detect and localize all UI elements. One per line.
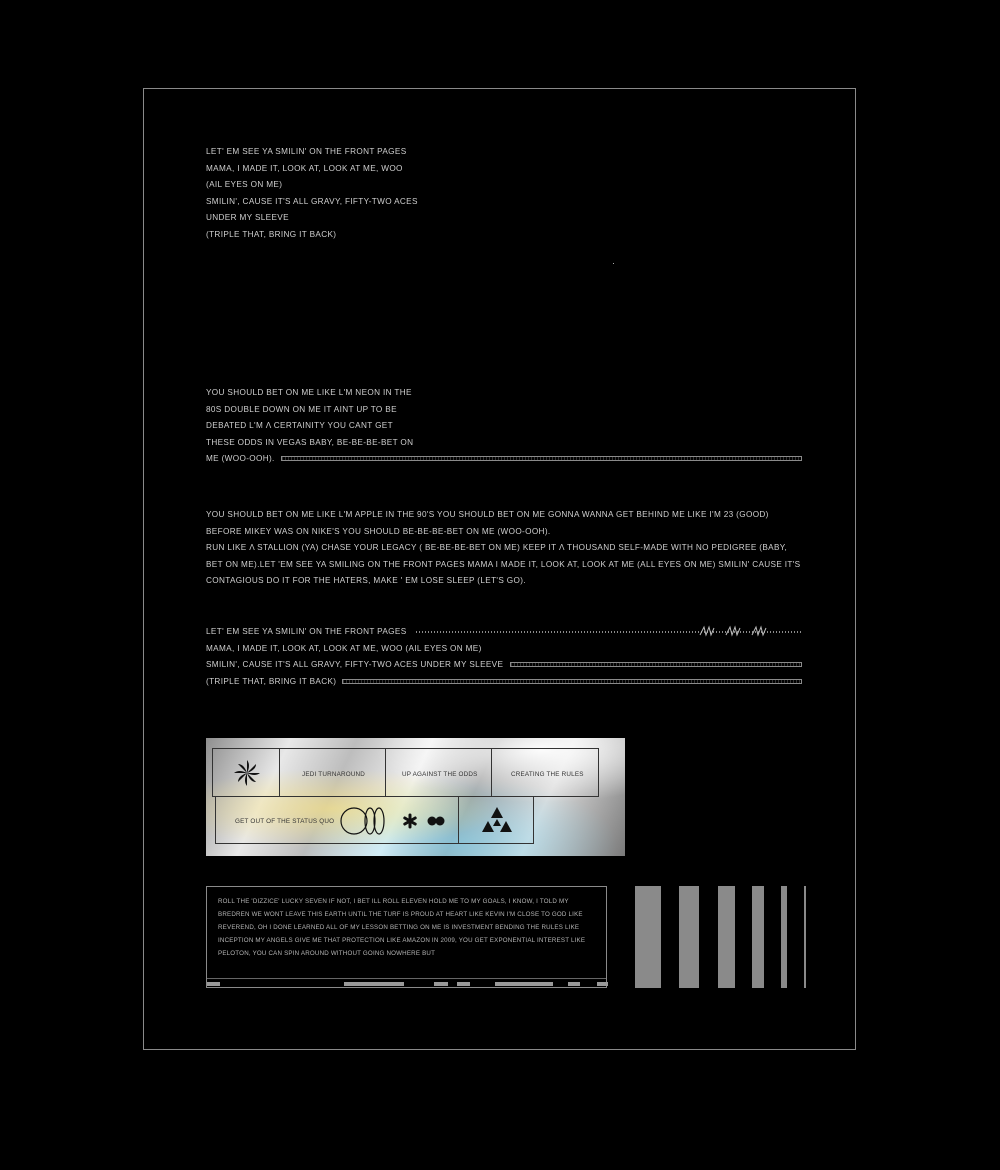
card-label: GET OUT OF THE STATUS QUO (235, 818, 335, 825)
lyric-line: DEBATED L'M Λ CERTAINITY YOU CANT GET (206, 421, 393, 430)
triangle-cluster-icon (478, 806, 516, 836)
decorative-dot (613, 263, 614, 264)
lyrics-box (206, 886, 607, 988)
holographic-card (206, 738, 625, 856)
stripe (679, 886, 699, 988)
triple-ring-icon (339, 806, 387, 836)
lyric-line: LET' EM SEE YA SMILIN' ON THE FRONT PAGES (206, 627, 407, 636)
lyric-line: SMILIN', CAUSE IT'S ALL GRAVY, FIFTY-TWO ACES UNDER MY SLEEVE (206, 660, 504, 669)
lyrics-paragraph: ROLL THE 'DIZZICE' LUCKY SEVEN IF NOT, I BET ILL ROLL ELEVEN HOLD ME TO MY GOALS, I KNOW, I TOLD MY BREDREN WE WONT LEAVE THIS EARTH UNTIL THE TURF IS PROUD AT HEART LIKE KEVIN I'M CLOSE TO GOD LIKE REVEREND, OH I DONE LEARNED ALL OF MY LESSON BETTING ON ME IS INVESTMENT BENDING THE RULES LIKE INCEPTION MY ANGELS GIVE ME THAT PROTECTION LIKE AMAZON IN 2009, YOU GET EXPONENTIAL INTEREST LIKE PELOTON, YOU CAN SPIN AROUND WITHOUT GOING NOWHERE BUT (218, 898, 586, 957)
tick-strip (207, 978, 606, 987)
lyric-line: 80S DOUBLE DOWN ON ME IT AINT UP TO BE (206, 404, 397, 414)
rule-bar (281, 456, 802, 461)
lyric-line: MAMA, I MADE IT, LOOK AT, LOOK AT ME, WOO (206, 163, 403, 173)
lyric-line: THESE ODDS IN VEGAS BABY, BE-BE-BE-BET ON (206, 437, 414, 447)
lyric-line: CONTAGIOUS DO IT FOR THE HATERS, MAKE ' EM LOSE SLEEP (LET'S GO). (206, 576, 526, 585)
stripe (804, 886, 806, 988)
card-cell-triangles (458, 796, 534, 844)
stripe (781, 886, 787, 988)
double-dot-icon (427, 815, 445, 827)
lyric-line: YOU SHOULD BET ON ME LIKE L'M APPLE IN THE 90'S YOU SHOULD BET ON ME GONNA WANNA GET BEHIND ME LIKE I'M 23 (GOOD) (206, 510, 769, 519)
card-cell-icon (212, 748, 280, 797)
lyric-line: (AIL EYES ON ME) (206, 180, 283, 189)
lyric-line: BEFORE MIKEY WAS ON NIKE'S YOU SHOULD BE-BE-BE-BET ON ME (WOO-OOH). (206, 526, 551, 536)
card-cell-odds (385, 748, 492, 797)
card-cell-rules (491, 748, 599, 797)
card-cell-status (215, 796, 459, 844)
lyric-line: BET ON ME).LET 'EM SEE YA SMILING ON THE FRONT PAGES MAMA I MADE IT, LOOK AT, LOOK AT ME (ALL EYES ON ME) SMILIN' CAUSE IT'S (206, 559, 801, 569)
lyric-line: (TRIPLE THAT, BRING IT BACK) (206, 229, 337, 239)
pinwheel-icon (233, 759, 261, 787)
stripe (635, 886, 661, 988)
card-label: UP AGAINST THE ODDS (402, 771, 478, 778)
lyric-line: (TRIPLE THAT, BRING IT BACK) (206, 676, 337, 686)
lyrics-block-1 (206, 144, 418, 243)
lyric-line: MAMA, I MADE IT, LOOK AT, LOOK AT ME, WOO (AIL EYES ON ME) (206, 643, 482, 653)
lyric-line: ME (WOO-OOH). (206, 454, 275, 463)
barbed-wire-icon (698, 624, 773, 638)
stripe (718, 886, 735, 988)
card-label: JEDI TURNAROUND (302, 771, 366, 778)
lyric-line: RUN LIKE Λ STALLION (YA) CHASE YOUR LEGACY ( BE-BE-BE-BET ON ME) KEEP IT Λ THOUSAND SELF-MADE WITH NO PEDIGREE (BABY, (206, 543, 788, 552)
lyric-line: UNDER MY SLEEVE (206, 213, 289, 222)
asterisk-icon (402, 813, 418, 829)
rule-bar (342, 679, 802, 684)
card-label: CREATING THE RULES (511, 771, 584, 778)
lyric-line: LET' EM SEE YA SMILIN' ON THE FRONT PAGES (206, 147, 407, 156)
lyrics-block-3 (206, 507, 802, 590)
card-cell-jedi (279, 748, 386, 797)
lyric-line: YOU SHOULD BET ON ME LIKE L'M NEON IN THE (206, 388, 412, 397)
rule-bar (510, 662, 802, 667)
lyric-line: SMILIN', CAUSE IT'S ALL GRAVY, FIFTY-TWO ACES (206, 196, 418, 206)
stripe (752, 886, 764, 988)
